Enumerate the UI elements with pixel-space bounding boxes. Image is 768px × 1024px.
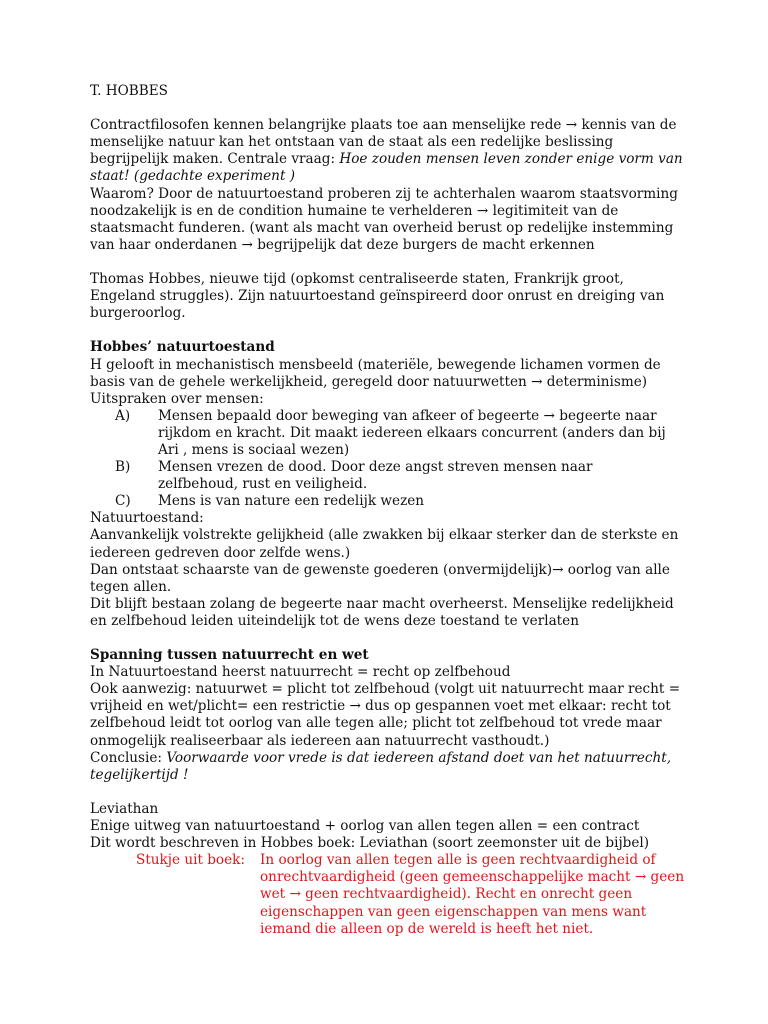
blank-line <box>90 784 690 801</box>
begeerte-paragraph: Dit blijft bestaan zolang de begeerte naar macht overheerst. Menselijke redelijkheid en zelfbehoud leiden uiteindelijk tot de wens deze toestand te verlaten <box>90 595 674 629</box>
book-quote-label: Stukje uit boek: <box>136 852 245 869</box>
uitspraken-label: Uitspraken over mensen: <box>90 390 264 407</box>
document-title: T. HOBBES <box>90 83 168 99</box>
list-item-text: Mensen vrezen de dood. Door deze angst streven mensen naar zelfbehoud, rust en veiligheid. <box>158 459 593 493</box>
list-item <box>90 459 690 493</box>
conclusie-text: Voorwaarde voor vrede is dat iedereen afstand doet van het natuurrecht, tegelijkertijd ! <box>90 749 672 783</box>
why-paragraph: Waarom? Door de natuurtoestand proberen zij te achterhalen waarom staatsvorming noodzakelijk is en de condition humaine te verhelderen → legitimiteit van de staatsmacht funderen. (want als macht van overheid berust op redelijke instemming van haar onderdanen → begrijpelijk dat deze burgers de macht erkennen <box>90 185 678 253</box>
central-question: Hoe zouden mensen leven zonder enige vorm van staat! (gedachte experiment ) <box>90 151 683 185</box>
section-heading-leviathan: Leviathan <box>90 800 159 817</box>
book-quote-text: In oorlog van allen tegen alle is geen rechtvaardigheid of onrechtvaardigheid (geen gemeenschappelijke macht → geen wet → geen rechtvaardigheid). Recht en onrecht geen eigenschappen van geen eigenschappen van mens want iemand die alleen op de wereld is heeft het niet. <box>260 852 685 937</box>
blank-line <box>90 254 690 271</box>
mensbeeld-paragraph: H gelooft in mechanistisch mensbeeld (materiële, bewegende lichamen vormen de basis van de gehele werkelijkheid, geregeld door natuurwetten → determinisme) <box>90 356 661 390</box>
list-item <box>90 493 690 510</box>
intro-paragraph <box>90 117 690 185</box>
boek-paragraph: Dit wordt beschreven in Hobbes boek: Leviathan (soort zeemonster uit de bijbel) <box>90 835 650 852</box>
list-item <box>90 408 690 459</box>
conclusie-paragraph <box>90 750 690 784</box>
book-quote <box>90 852 690 937</box>
context-paragraph: Thomas Hobbes, nieuwe tijd (opkomst centraliseerde staten, Frankrijk groot, Engeland struggles). Zijn natuurtoestand geïnspireerd door onrust en dreiging van burgeroorlog. <box>90 271 665 322</box>
document-page <box>90 83 690 938</box>
blank-line <box>90 100 690 117</box>
section-heading-natuurtoestand: Hobbes’ natuurtoestand <box>90 339 275 356</box>
conclusie-label: Conclusie: <box>90 749 167 766</box>
schaarste-paragraph: Dan ontstaat schaarste van de gewenste goederen (onvermijdelijk)→ oorlog van alle tegen allen. <box>90 561 670 595</box>
blank-line <box>90 630 690 647</box>
natuurwet-paragraph: Ook aanwezig: natuurwet = plicht tot zelfbehoud (volgt uit natuurrecht maar recht = vrijheid en wet/plicht= een restrictie → dus op gespannen voet met elkaar: recht tot zelfbehoud leidt tot oorlog van alle tegen alle; plicht tot zelfbehoud tot vrede maar onmogelijk realiseerbaar als iedereen aan natuurrecht vasthoudt.) <box>90 681 681 749</box>
natuurtoestand-label: Natuurtoestand: <box>90 510 204 527</box>
natuurrecht-paragraph: In Natuurtoestand heerst natuurrecht = recht op zelfbehoud <box>90 664 511 681</box>
gelijkheid-paragraph: Aanvankelijk volstrekte gelijkheid (alle zwakken bij elkaar sterker dan de sterkste en iedereen gedreven door zelfde wens.) <box>90 527 679 561</box>
list-item-label: B) <box>115 459 131 476</box>
list-item-text: Mens is van nature een redelijk wezen <box>158 493 425 510</box>
blank-line <box>90 322 690 339</box>
section-heading-spanning: Spanning tussen natuurrecht en wet <box>90 647 369 664</box>
uitweg-paragraph: Enige uitweg van natuurtoestand + oorlog van allen tegen allen = een contract <box>90 818 640 835</box>
list-item-label: C) <box>115 493 131 510</box>
list-item-text: Mensen bepaald door beweging van afkeer of begeerte → begeerte naar rijkdom en kracht. Dit maakt iedereen elkaars concurrent (anders dan bij Ari , mens is sociaal wezen) <box>158 407 666 458</box>
list-item-label: A) <box>115 407 131 424</box>
intro-text: Contractfilosofen kennen belangrijke plaats toe aan menselijke rede → kennis van de menselijke natuur kan het ontstaan van de staat als een redelijke beslissing begrijpelijk maken. Centrale vraag: <box>90 117 677 168</box>
